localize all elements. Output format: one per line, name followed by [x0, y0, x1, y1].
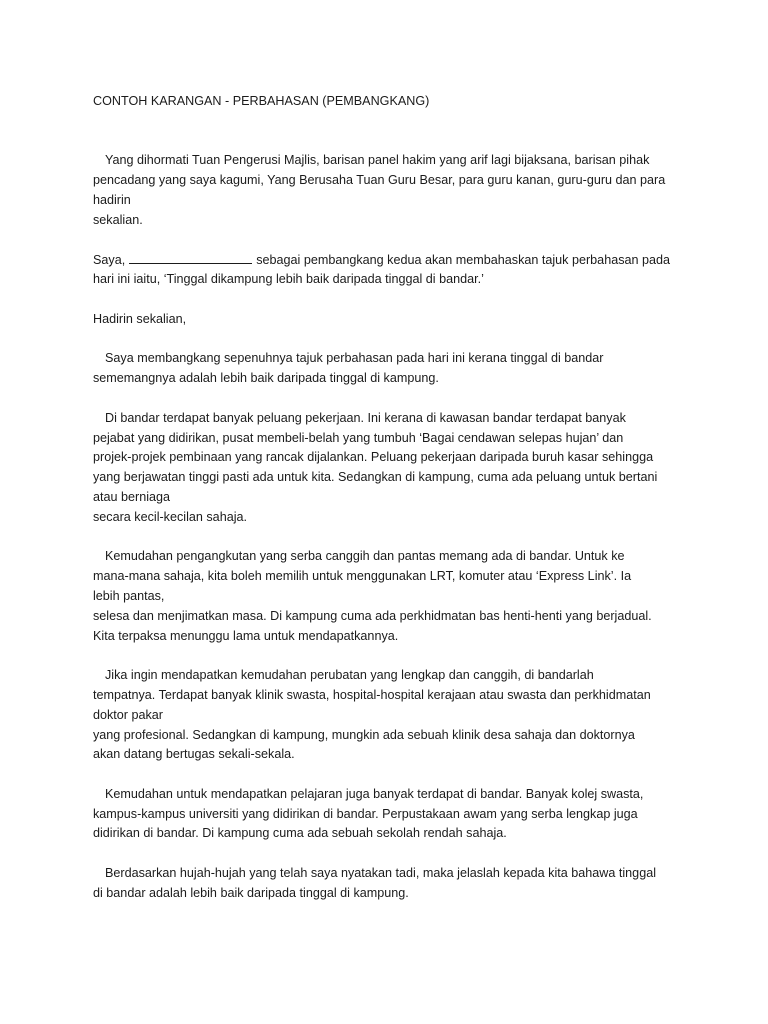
- paragraph-greeting: [93, 151, 688, 230]
- text-line: pencadang yang saya kagumi, Yang Berusaha Tuan Guru Besar, para guru kanan, guru-guru dan para: [93, 173, 666, 188]
- text-line: di bandar adalah lebih baik daripada tinggal di kampung.: [93, 885, 409, 900]
- text-line: Berdasarkan hujah-hujah yang telah saya nyatakan tadi, maka jelaslah kepada kita bahawa tinggal: [105, 866, 656, 881]
- text-line: Kemudahan pengangkutan yang serba canggih dan pantas memang ada di bandar. Untuk ke: [105, 549, 625, 564]
- paragraph-gap: [93, 389, 688, 409]
- text-line: Jika ingin mendapatkan kemudahan perubatan yang lengkap dan canggih, di bandarlah: [105, 668, 594, 683]
- text-line: mana-mana sahaja, kita boleh memilih untuk menggunakan LRT, komuter atau ‘Express Link’. Ia: [93, 569, 632, 584]
- text-line: kampus-kampus universiti yang didirikan di bandar. Perpustakaan awam yang serba lengkap juga: [93, 806, 638, 821]
- text-line: lebih pantas,: [93, 588, 165, 603]
- paragraph-gap: [93, 528, 688, 548]
- paragraph-jobs: [93, 409, 688, 528]
- text-line: didirikan di bandar. Di kampung cuma ada sebuah sekolah rendah sahaja.: [93, 826, 507, 841]
- paragraph-gap: [93, 646, 688, 666]
- text-line: yang berjawatan tinggi pasti ada untuk kita. Sedangkan di kampung, cuma ada peluang untuk bertani: [93, 470, 658, 485]
- text-line: Hadirin sekalian,: [93, 311, 187, 326]
- blank-gap: [93, 112, 688, 152]
- text-line: Saya membangkang sepenuhnya tajuk perbahasan pada hari ini kerana tinggal di bandar: [105, 351, 604, 366]
- text-line: Kemudahan untuk mendapatkan pelajaran juga banyak terdapat di bandar. Banyak kolej swasta,: [105, 786, 644, 801]
- paragraph-gap: [93, 844, 688, 864]
- paragraph-stance: [93, 349, 688, 389]
- paragraph-gap: [93, 765, 688, 785]
- text-line: Saya, sebagai pembangkang kedua akan membahaskan tajuk perbahasan pada: [93, 250, 688, 270]
- text-line: projek-projek pembinaan yang rancak dijalankan. Peluang pekerjaan daripada buruh kasar sehingga: [93, 450, 654, 465]
- text-line: atau berniaga: [93, 489, 171, 504]
- text-line: akan datang bertugas sekali-sekala.: [93, 747, 295, 762]
- text-line: doktor pakar: [93, 707, 164, 722]
- paragraph-gap: [93, 290, 688, 310]
- name-blank-line: [129, 250, 252, 264]
- text-line: selesa dan menjimatkan masa. Di kampung cuma ada perkhidmatan bas henti-henti yang berjadual.: [93, 608, 652, 623]
- essay-body: [93, 92, 688, 904]
- text-line: yang profesional. Sedangkan di kampung, mungkin ada sebuah klinik desa sahaja dan doktornya: [93, 727, 635, 742]
- text-line: hari ini iaitu, ‘Tinggal dikampung lebih baik daripada tinggal di bandar.’: [93, 272, 484, 287]
- text-line: hadirin: [93, 192, 131, 207]
- paragraph-gap: [93, 330, 688, 350]
- paragraph-gap: [93, 231, 688, 251]
- text-line: pejabat yang didirikan, pusat membeli-belah yang tumbuh ‘Bagai cendawan selepas hujan’ dan: [93, 430, 624, 445]
- document-title: CONTOH KARANGAN - PERBAHASAN (PEMBANGKANG): [93, 94, 430, 108]
- paragraph-address: [93, 310, 688, 330]
- paragraph-conclusion: [93, 864, 688, 904]
- text-line: tempatnya. Terdapat banyak klinik swasta, hospital-hospital kerajaan atau swasta dan perkhidmatan: [93, 687, 651, 702]
- text-line: secara kecil-kecilan sahaja.: [93, 509, 247, 524]
- text-line: Yang dihormati Tuan Pengerusi Majlis, barisan panel hakim yang arif lagi bijaksana, barisan pihak: [105, 153, 650, 168]
- text-line: sekalian.: [93, 212, 143, 227]
- text-line: Di bandar terdapat banyak peluang pekerjaan. Ini kerana di kawasan bandar terdapat banyak: [105, 410, 626, 425]
- text-line: sememangnya adalah lebih baik daripada tinggal di kampung.: [93, 371, 439, 386]
- text-line: Kita terpaksa menunggu lama untuk mendapatkannya.: [93, 628, 399, 643]
- paragraph-introduction: [93, 250, 688, 290]
- paragraph-transport: [93, 547, 688, 646]
- paragraph-education: [93, 785, 688, 844]
- paragraph-healthcare: [93, 666, 688, 765]
